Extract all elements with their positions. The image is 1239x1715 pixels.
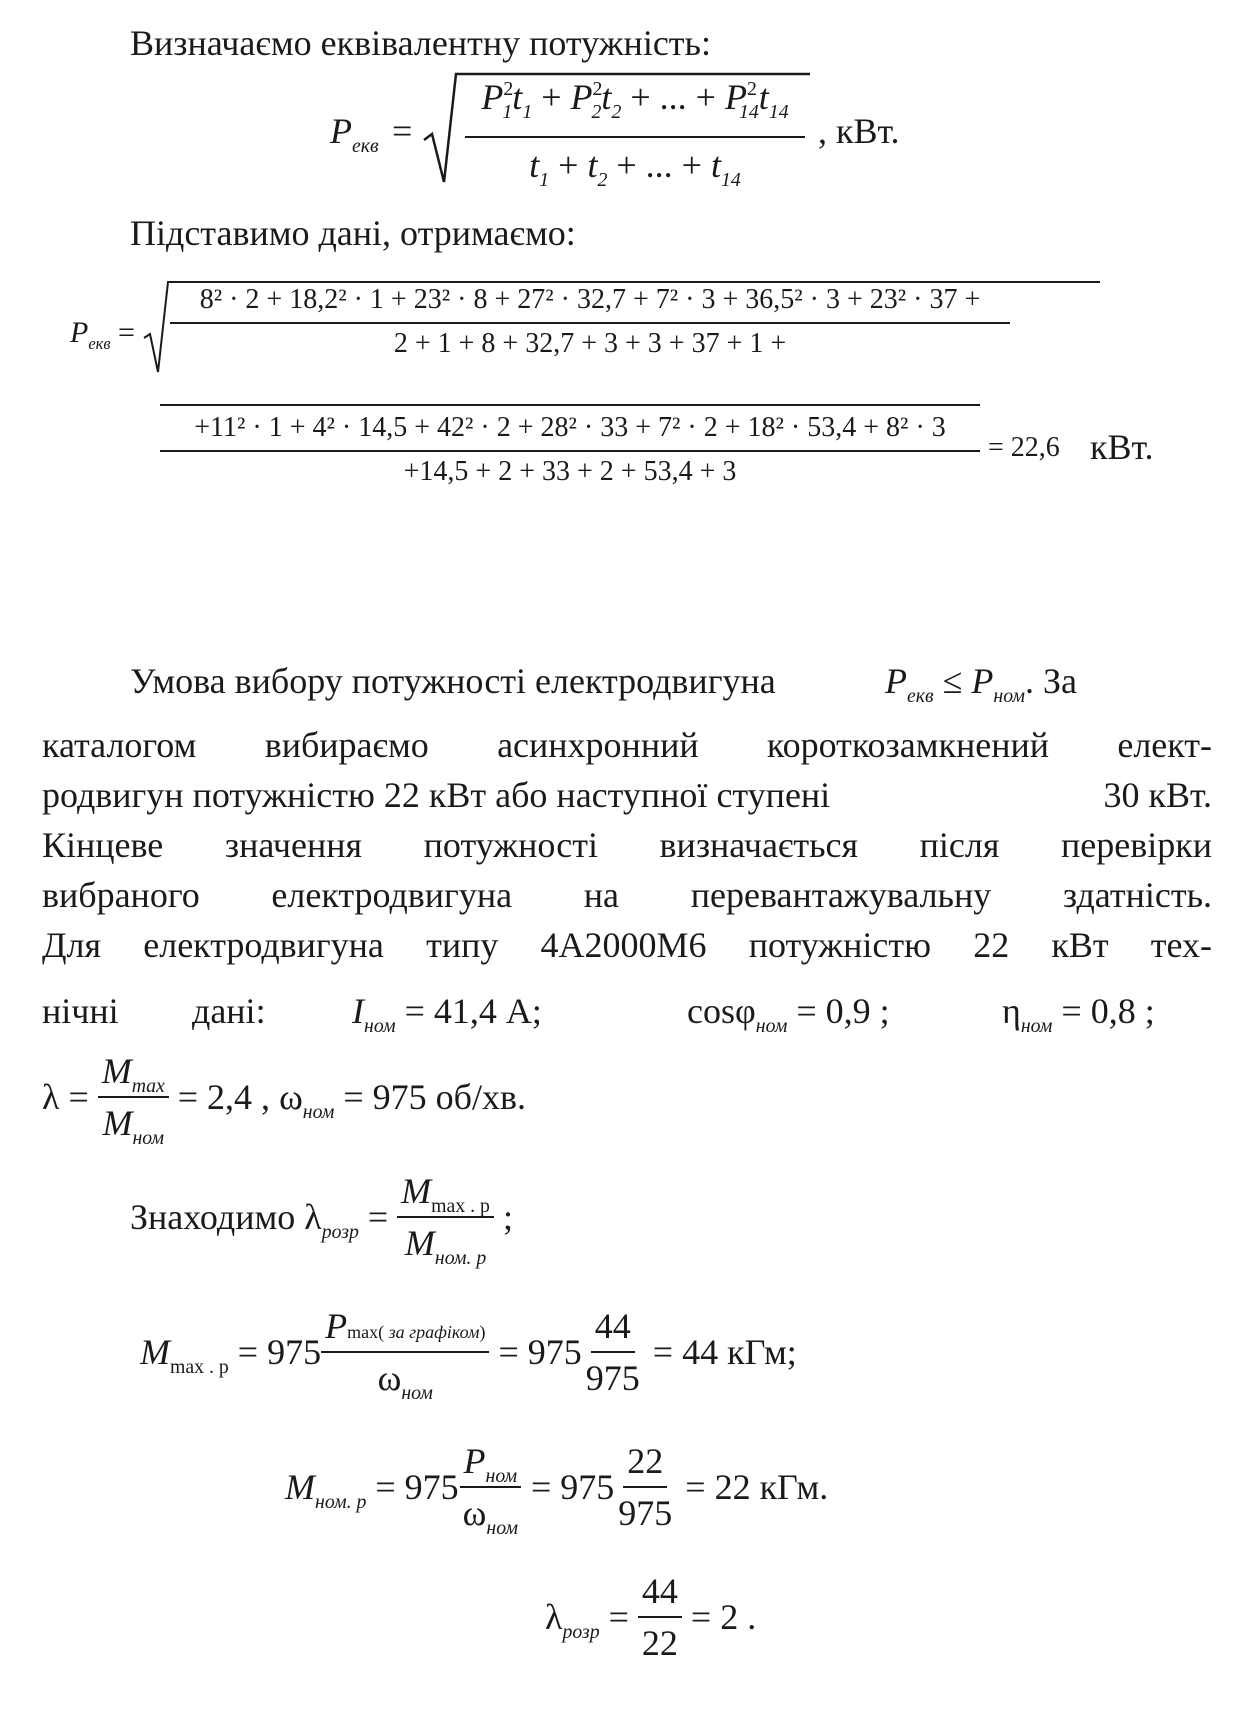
formula2-unit: кВт. [1090, 427, 1154, 467]
formula2-row1-numerator: 8² · 2 + 18,2² · 1 + 23² · 8 + 27² · 32,7 + 7² · 3 + 36,5² · 3 + 23² · 37 + [199, 284, 981, 315]
formula1-lhs: $P_{екв}$ [330, 111, 379, 157]
formula1-unit: , кВт. [818, 111, 900, 151]
find-fraction: $\frac{M_{max . p}}{M_{ном. p}}$ [397, 1170, 494, 1264]
intro-text: Визначаємо еквівалентну потужність: [130, 23, 711, 63]
technical-data-line [42, 990, 1212, 1040]
formula2-row2-numerator: +11² · 1 + 4² · 14,5 + 42² · 2 + 28² · 33 + 7² · 2 + 18² · 53,4 + 8² · 3 [194, 412, 946, 443]
mnom-formula: $M_{ном. p} = 975$ $\frac{P_{ном}}{\omega_{ном}}$ = 975 $\frac{22}{975}$ = 22 кГм. [285, 1441, 829, 1539]
mnom-fraction1: $\frac{P_{ном}}{\omega_{ном}}$ [459, 1440, 522, 1534]
formula1-denominator: $t_1 + t_2$ + ... + $t_{14}$ [529, 145, 741, 191]
paragraph-line6: Для електродвигуна типу 4А2000М6 потужністю 22 кВт тех- [42, 925, 1212, 965]
lambda-result-fraction: $\frac{44}{22}$ [638, 1570, 682, 1664]
eta-value: $\eta_{ном} = 0,8$ ; [1002, 991, 1155, 1037]
word-data: дані: [192, 991, 266, 1031]
paragraph-line2: каталогом вибираємо асинхронний короткозамкнений елект- [42, 725, 1212, 765]
formula2-result: = 22,6 [988, 432, 1060, 463]
mmax-fraction2: $\frac{44}{975}$ [585, 1306, 640, 1398]
mnom-fraction2: $\frac{22}{975}$ [618, 1441, 673, 1533]
formula2-equals: = [118, 316, 135, 349]
find-lambda-formula: Знаходимо $\lambda_{розр}$ = $\frac{M_{max . p}}{M_{ном. p}}$ ; [130, 1171, 513, 1269]
formula-equivalent-power [330, 70, 930, 200]
lambda-result-formula: $\lambda_{розр}$ = $\frac{44}{22}$ = 2 . [545, 1571, 757, 1663]
lambda-fraction: $\frac{M_{max}}{M_{ном}}$ [98, 1050, 169, 1144]
substitute-text: Підставимо дані, отримаємо: [130, 213, 576, 253]
paragraph-line3: родвигун потужністю 22 кВт або наступної ступені 30 кВт. [42, 775, 1212, 815]
lambda-formula: λ = $\frac{M_{max}}{M_{ном}}$ = 2,4 , $\omega_{ном} = 975$ об/хв. [42, 1051, 526, 1149]
paragraph-line4: Кінцеве значення потужності визначається після перевірки [42, 825, 1212, 865]
word-technical: нічні [42, 991, 119, 1031]
formula2-lhs: $P_{екв}$ [70, 316, 111, 354]
formula2-row2-denominator: +14,5 + 2 + 33 + 2 + 53,4 + 3 [403, 456, 737, 487]
formula1-fraction-bar [465, 136, 805, 138]
cos-value: cosφ$_{ном}$ = 0,9 ; [687, 991, 890, 1037]
mmax-formula: $M_{max . p} = 975$ $\frac{\text{Pmax( за графіком)}}{\omega_{ном}}$ = 975 $\frac{44}{975}$ = 44 кГм; [140, 1306, 797, 1404]
formula-substitution [70, 280, 1170, 540]
formula2-row1-bar [170, 322, 1010, 324]
formula2-row1-denominator: 2 + 1 + 8 + 32,7 + 3 + 3 + 37 + 1 + [393, 328, 787, 359]
current-value: $I_{ном} = 41,4$ А; [352, 991, 542, 1037]
paragraph-body [42, 720, 1212, 970]
formula2-row2-bar [160, 450, 980, 452]
mmax-fraction1: $\frac{\text{Pmax( за графіком)}}{\omega_{ном}}$ [321, 1305, 489, 1399]
formula1-equals: = [392, 111, 413, 151]
condition-formula: $P_{екв} \le P_{ном}$. За [885, 661, 1077, 707]
formula2-row2-overline [160, 404, 980, 406]
paragraph-line1: Умова вибору потужності електродвигуна [130, 661, 776, 701]
formula1-numerator: $P^2_1t_1 + P^2_2t_2$ + ... + $P^2_{14}t_{14}$ [481, 77, 789, 123]
paragraph-line5: вибраного електродвигуна на перевантажувальну здатність. [42, 875, 1212, 915]
